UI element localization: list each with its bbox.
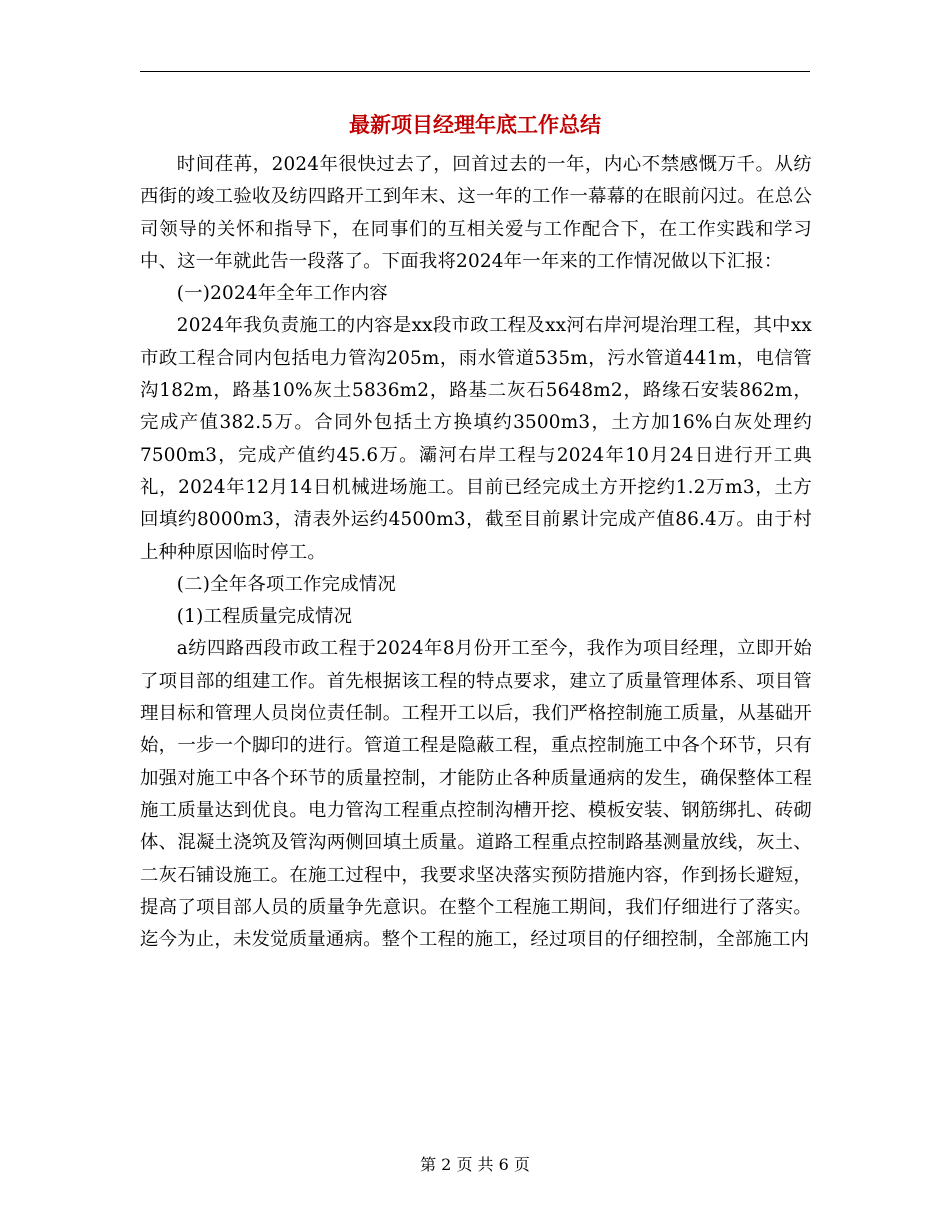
page-footer xyxy=(0,1153,950,1177)
document-body xyxy=(140,149,812,956)
paragraph-annual-work: 2024年我负责施工的内容是xx段市政工程及xx河右岸河堤治理工程，其中xx市政工程合同内包括电力管沟205m，雨水管道535m，污水管道441m，电信管沟182m，路基10%灰土5836m2，路基二灰石5648m2，路缘石安装862m，完成产值382.5万。合同外包括土方换填约3500m3，土方加16%白灰处理约7500m3，完成产值约45.6万。灞河右岸工程与2024年10月24日进行开工典礼，2024年12月14日机械进场施工。目前已经完成土方开挖约1.2万m3，土方回填约8000m3，清表外运约4500m3，截至目前累计完成产值86.4万。由于村上种种原因临时停工。 xyxy=(140,315,812,563)
paragraph-quality: a纺四路西段市政工程于2024年8月份开工至今，我作为项目经理，立即开始了项目部的组建工作。首先根据该工程的特点要求，建立了质量管理体系、项目管理目标和管理人员岗位责任制。工程开工以后，我们严格控制施工质量，从基础开始，一步一个脚印的进行。管道工程是隐蔽工程，重点控制施工中各个环节，只有加强对施工中各个环节的质量控制，才能防止各种质量通病的发生，确保整体工程施工质量达到优良。电力管沟工程重点控制沟槽开挖、模板安装、钢筋绑扎、砖砌体、混凝土浇筑及管沟两侧回填土质量。道路工程重点控制路基测量放线，灰土、二灰石铺设施工。在施工过程中，我要求坚决落实预防措施内容，作到扬长避短，提高了项目部人员的质量争先意识。在整个工程施工期间，我们仔细进行了落实。迄今为止，未发觉质量通病。整个工程的施工，经过项目的仔细控制，全部施工内 xyxy=(140,638,812,951)
document-title: 最新项目经理年底工作总结 xyxy=(349,112,601,137)
header-rule xyxy=(140,71,810,72)
paragraph-intro: 时间荏苒，2024年很快过去了，回首过去的一年，内心不禁感慨万千。从纺西街的竣工验收及纺四路开工到年末、这一年的工作一幕幕的在眼前闪过。在总公司领导的关怀和指导下，在同事们的互相关爱与工作配合下，在工作实践和学习中、这一年就此告一段落了。下面我将2024年一年来的工作情况做以下汇报： xyxy=(140,154,812,272)
section-heading-1: (一)2024年全年工作内容 xyxy=(176,283,388,305)
page-number: 第 2 页 共 6 页 xyxy=(420,1155,530,1174)
section-heading-2: (二)全年各项工作完成情况 xyxy=(176,573,397,595)
subsection-heading-quality: (1)工程质量完成情况 xyxy=(176,606,353,628)
